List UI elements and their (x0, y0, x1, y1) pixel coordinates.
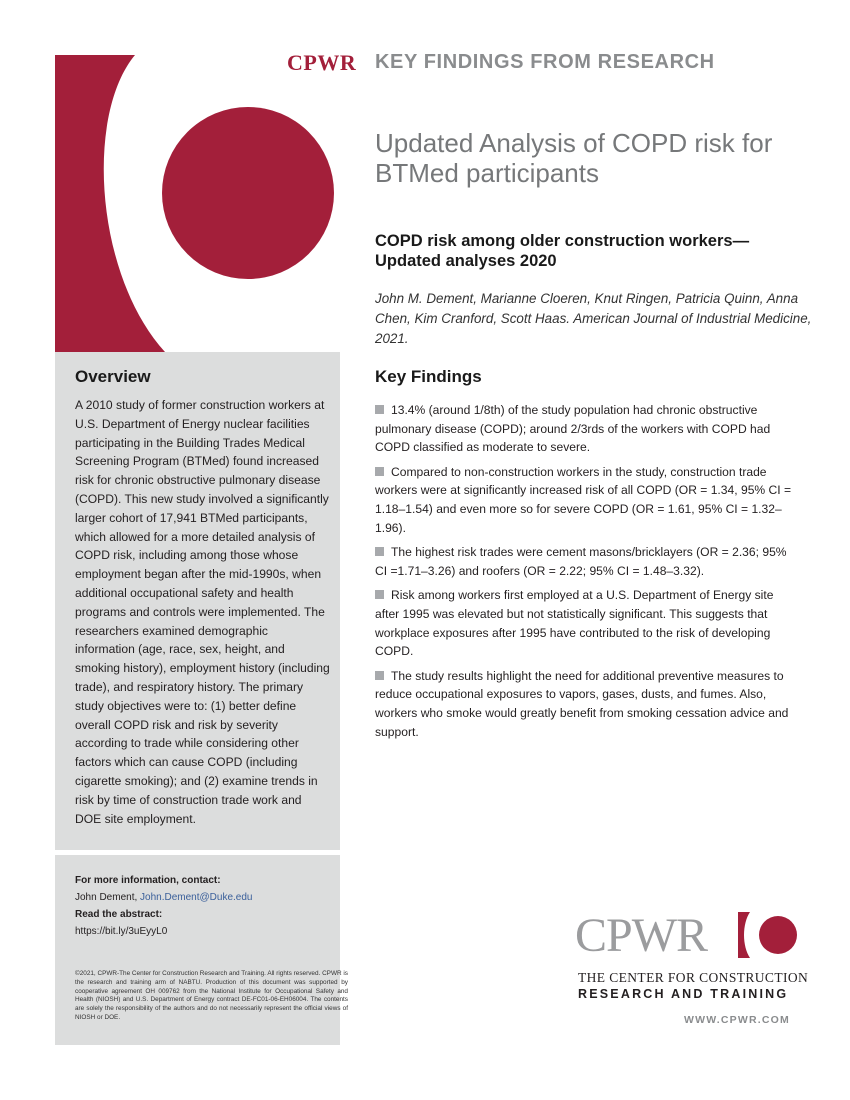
finding-text: Risk among workers first employed at a U.S. Department of Energy site after 1995 was elevated but not statistically significant. This suggests that workplace exposures after 1995 have contributed to the risk of developing COPD. (375, 588, 774, 659)
abstract-label: Read the abstract: (75, 909, 163, 920)
bracket-shape (55, 55, 165, 352)
finding-text: 13.4% (around 1/8th) of the study population had chronic obstructive pulmonary disease (COPD); around 2/3rds of the workers with COPD had COPD classified as moderate to severe. (375, 403, 771, 455)
contact-label: For more information, contact: (75, 875, 221, 886)
cpwr-mark-graphic (55, 55, 340, 352)
finding-text: The study results highlight the need for additional preventive measures to reduce occupational exposures to vapors, gases, dusts, and fumes. Also, workers who smoke would greatly benefit from smoking cessation advice and support. (375, 668, 789, 739)
square-bullet-icon (375, 547, 384, 556)
footer-org-line1: THE CENTER FOR CONSTRUCTION (578, 970, 809, 985)
brand-circle (162, 107, 334, 279)
finding-text: The highest risk trades were cement masons/bricklayers (OR = 2.36; 95% CI =1.71–3.26) and roofers (OR = 2.22; 95% CI = 1.48–3.32). (375, 545, 787, 578)
contact-name: John Dement, (75, 892, 138, 903)
footer-logo-wordmark: CPWR (575, 909, 708, 962)
contact-person (75, 889, 252, 906)
square-bullet-icon (375, 590, 384, 599)
finding-text: Compared to non-construction workers in the study, construction trade workers were at significantly increased risk of all COPD (OR = 1.34, 95% CI = 1.18–1.54) and even more so for severe COPD (OR = 1.61, 95% CI = 1.32–1.96). (375, 464, 792, 535)
citation: John M. Dement, Marianne Cloeren, Knut Ringen, Patricia Quinn, Anna Chen, Kim Cranford, Scott Haas. American Journal of Industrial Medicine, 2021. (375, 291, 812, 346)
study-subtitle: COPD risk among older construction workers—Updated analyses 2020 (375, 232, 750, 270)
finding-item (375, 586, 800, 660)
footer-org-line2: RESEARCH AND TRAINING (578, 987, 789, 1001)
legal-notice: ©2021, CPWR-The Center for Construction Research and Training. All rights reserved. CPWR is the research and training arm of NABTU. Production of this document was supported by cooperative agreement OH 009762 from the National Institute for Occupational Safety and Health (NIOSH) and U.S. Department of Energy contract DE-FC01-06-EH06004. The contents are solely the responsibility of the authors and do not necessarily represent the official views of NIOSH or DOE. (75, 970, 348, 1021)
contact-email-link[interactable]: John.Dement@Duke.edu (140, 892, 253, 903)
header-kicker: KEY FINDINGS FROM RESEARCH (375, 51, 715, 73)
finding-item (375, 401, 800, 457)
overview-heading: Overview (75, 367, 151, 386)
footer-logo-symbol-icon (738, 912, 798, 958)
key-findings-heading: Key Findings (375, 367, 482, 386)
overview-body: A 2010 study of former construction workers at U.S. Department of Energy nuclear facilities participating in the Building Trades Medical Screening Program (BTMed) found increased risk for chronic obstructive pulmonary disease (COPD). This new study involved a significantly larger cohort of 17,941 BTMed participants, which allowed for a more detailed analysis of COPD risk, including among those whose employment began after the mid-1990s, when additional occupational safety and health programs and controls were implemented. The researchers examined demographic information (age, race, sex, height, and smoking history), employment history (including trade), and respiratory history. The primary study objectives were to: (1) better define overall COPD risk and risk by severity according to trade while considering other factors which can cause COPD (including cigarette smoking); and (2) examine trends in risk by time of construction trade work and DOE site employment. (75, 398, 330, 826)
finding-item (375, 667, 800, 741)
square-bullet-icon (375, 467, 384, 476)
page-title: Updated Analysis of COPD risk for BTMed participants (375, 128, 773, 188)
square-bullet-icon (375, 671, 384, 680)
square-bullet-icon (375, 405, 384, 414)
finding-item (375, 543, 800, 580)
header-logo: CPWR (287, 50, 357, 75)
key-findings-list (375, 401, 800, 747)
abstract-link[interactable]: https://bit.ly/3uEyyL0 (75, 926, 168, 937)
footer-url[interactable]: WWW.CPWR.COM (684, 1014, 790, 1026)
finding-item (375, 463, 800, 537)
